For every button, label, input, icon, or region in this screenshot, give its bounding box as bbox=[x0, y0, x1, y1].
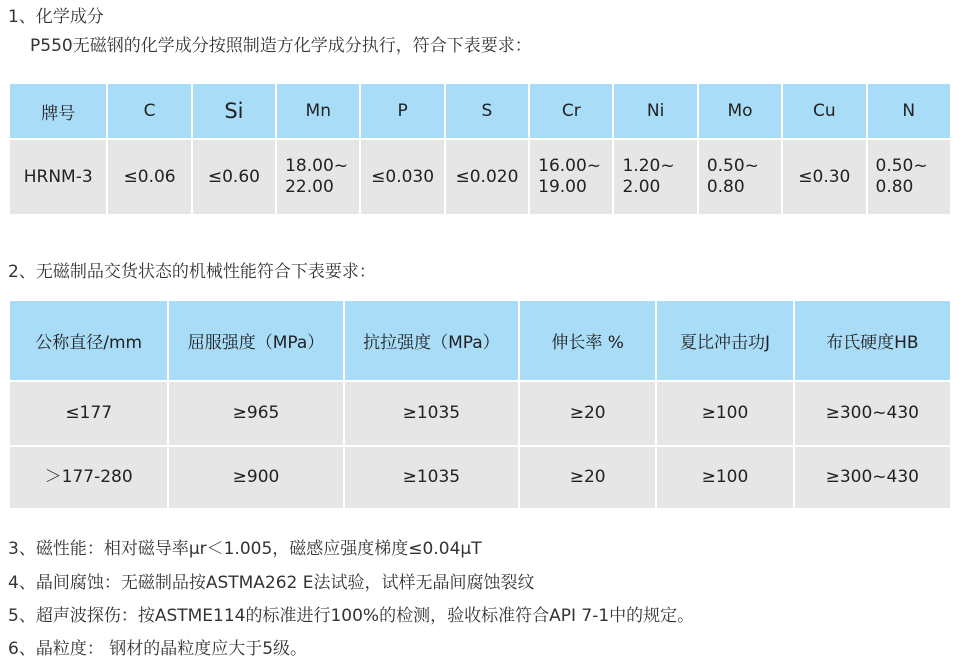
cell-cr-min: 16.00~ bbox=[538, 156, 602, 176]
chemical-composition-table bbox=[8, 82, 952, 216]
cell-cu: ≤0.30 bbox=[783, 140, 865, 214]
cell-elongation: ≥20 bbox=[520, 447, 655, 508]
cell-elongation: ≥20 bbox=[520, 382, 655, 445]
note-intergranular-corrosion: 4、晶间腐蚀：无磁制品按ASTMA262 E法试验，试样无晶间腐蚀裂纹 bbox=[8, 573, 535, 593]
cell-ni bbox=[614, 140, 696, 214]
cell-nominal-diameter: ＞177-280 bbox=[10, 447, 167, 508]
cell-mn bbox=[277, 140, 359, 214]
cell-mo-min: 0.50~ bbox=[706, 156, 759, 176]
cell-mo bbox=[699, 140, 781, 214]
cell-brinell-hardness: ≥300~430 bbox=[795, 447, 950, 508]
header-nominal-diameter: 公称直径/mm bbox=[10, 301, 167, 380]
cell-c: ≤0.06 bbox=[108, 140, 190, 214]
cell-nominal-diameter: ≤177 bbox=[10, 382, 167, 445]
header-yield-strength: 屈服强度（MPa） bbox=[169, 301, 342, 380]
cell-mo-max: 0.80 bbox=[706, 177, 745, 197]
note-grain-size: 6、晶粒度： 钢材的晶粒度应大于5级。 bbox=[8, 639, 308, 659]
header-ni: Ni bbox=[614, 84, 696, 138]
header-brinell-hardness: 布氏硬度HB bbox=[795, 301, 950, 380]
header-si: Si bbox=[193, 84, 275, 138]
cell-n-max: 0.80 bbox=[875, 177, 914, 197]
cell-n bbox=[868, 140, 951, 214]
section-1-note: P550无磁钢的化学成分按照制造方化学成分执行，符合下表要求： bbox=[30, 36, 532, 56]
cell-cr-max: 19.00 bbox=[538, 177, 587, 197]
note-ultrasonic-testing: 5、超声波探伤：按ASTME114的标准进行100%的检测，验收标准符合API 7-1中的规定。 bbox=[8, 606, 695, 626]
header-cr: Cr bbox=[530, 84, 612, 138]
section-2-heading: 2、无磁制品交货状态的机械性能符合下表要求： bbox=[8, 262, 376, 282]
header-charpy-impact: 夏比冲击功J bbox=[657, 301, 792, 380]
cell-p: ≤0.030 bbox=[361, 140, 443, 214]
header-p: P bbox=[361, 84, 443, 138]
cell-n-min: 0.50~ bbox=[875, 156, 928, 176]
header-mo: Mo bbox=[699, 84, 781, 138]
header-n: N bbox=[868, 84, 951, 138]
cell-si: ≤0.60 bbox=[193, 140, 275, 214]
table-row bbox=[10, 447, 950, 508]
cell-yield-strength: ≥965 bbox=[169, 382, 342, 445]
cell-tensile-strength: ≥1035 bbox=[345, 447, 518, 508]
table-row bbox=[10, 140, 950, 214]
cell-grade: HRNM-3 bbox=[10, 140, 106, 214]
header-elongation: 伸长率 % bbox=[520, 301, 655, 380]
mechanical-properties-table bbox=[8, 299, 952, 510]
header-cu: Cu bbox=[783, 84, 865, 138]
header-grade: 牌号 bbox=[10, 84, 106, 138]
cell-ni-min: 1.20~ bbox=[622, 156, 675, 176]
cell-charpy-impact: ≥100 bbox=[657, 382, 792, 445]
cell-charpy-impact: ≥100 bbox=[657, 447, 792, 508]
table-header-row bbox=[10, 84, 950, 138]
note-magnetic-properties: 3、磁性能：相对磁导率μr＜1.005，磁感应强度梯度≤0.04μT bbox=[8, 539, 482, 559]
cell-tensile-strength: ≥1035 bbox=[345, 382, 518, 445]
cell-mn-max: 22.00 bbox=[285, 177, 334, 197]
header-s: S bbox=[446, 84, 528, 138]
cell-yield-strength: ≥900 bbox=[169, 447, 342, 508]
cell-cr bbox=[530, 140, 612, 214]
cell-s: ≤0.020 bbox=[446, 140, 528, 214]
table-header-row bbox=[10, 301, 950, 380]
header-mn: Mn bbox=[277, 84, 359, 138]
header-c: C bbox=[108, 84, 190, 138]
section-1-heading: 1、化学成分 bbox=[8, 7, 104, 27]
cell-mn-min: 18.00~ bbox=[285, 156, 349, 176]
cell-ni-max: 2.00 bbox=[622, 177, 661, 197]
table-row bbox=[10, 382, 950, 445]
header-tensile-strength: 抗拉强度（MPa） bbox=[345, 301, 518, 380]
cell-brinell-hardness: ≥300~430 bbox=[795, 382, 950, 445]
